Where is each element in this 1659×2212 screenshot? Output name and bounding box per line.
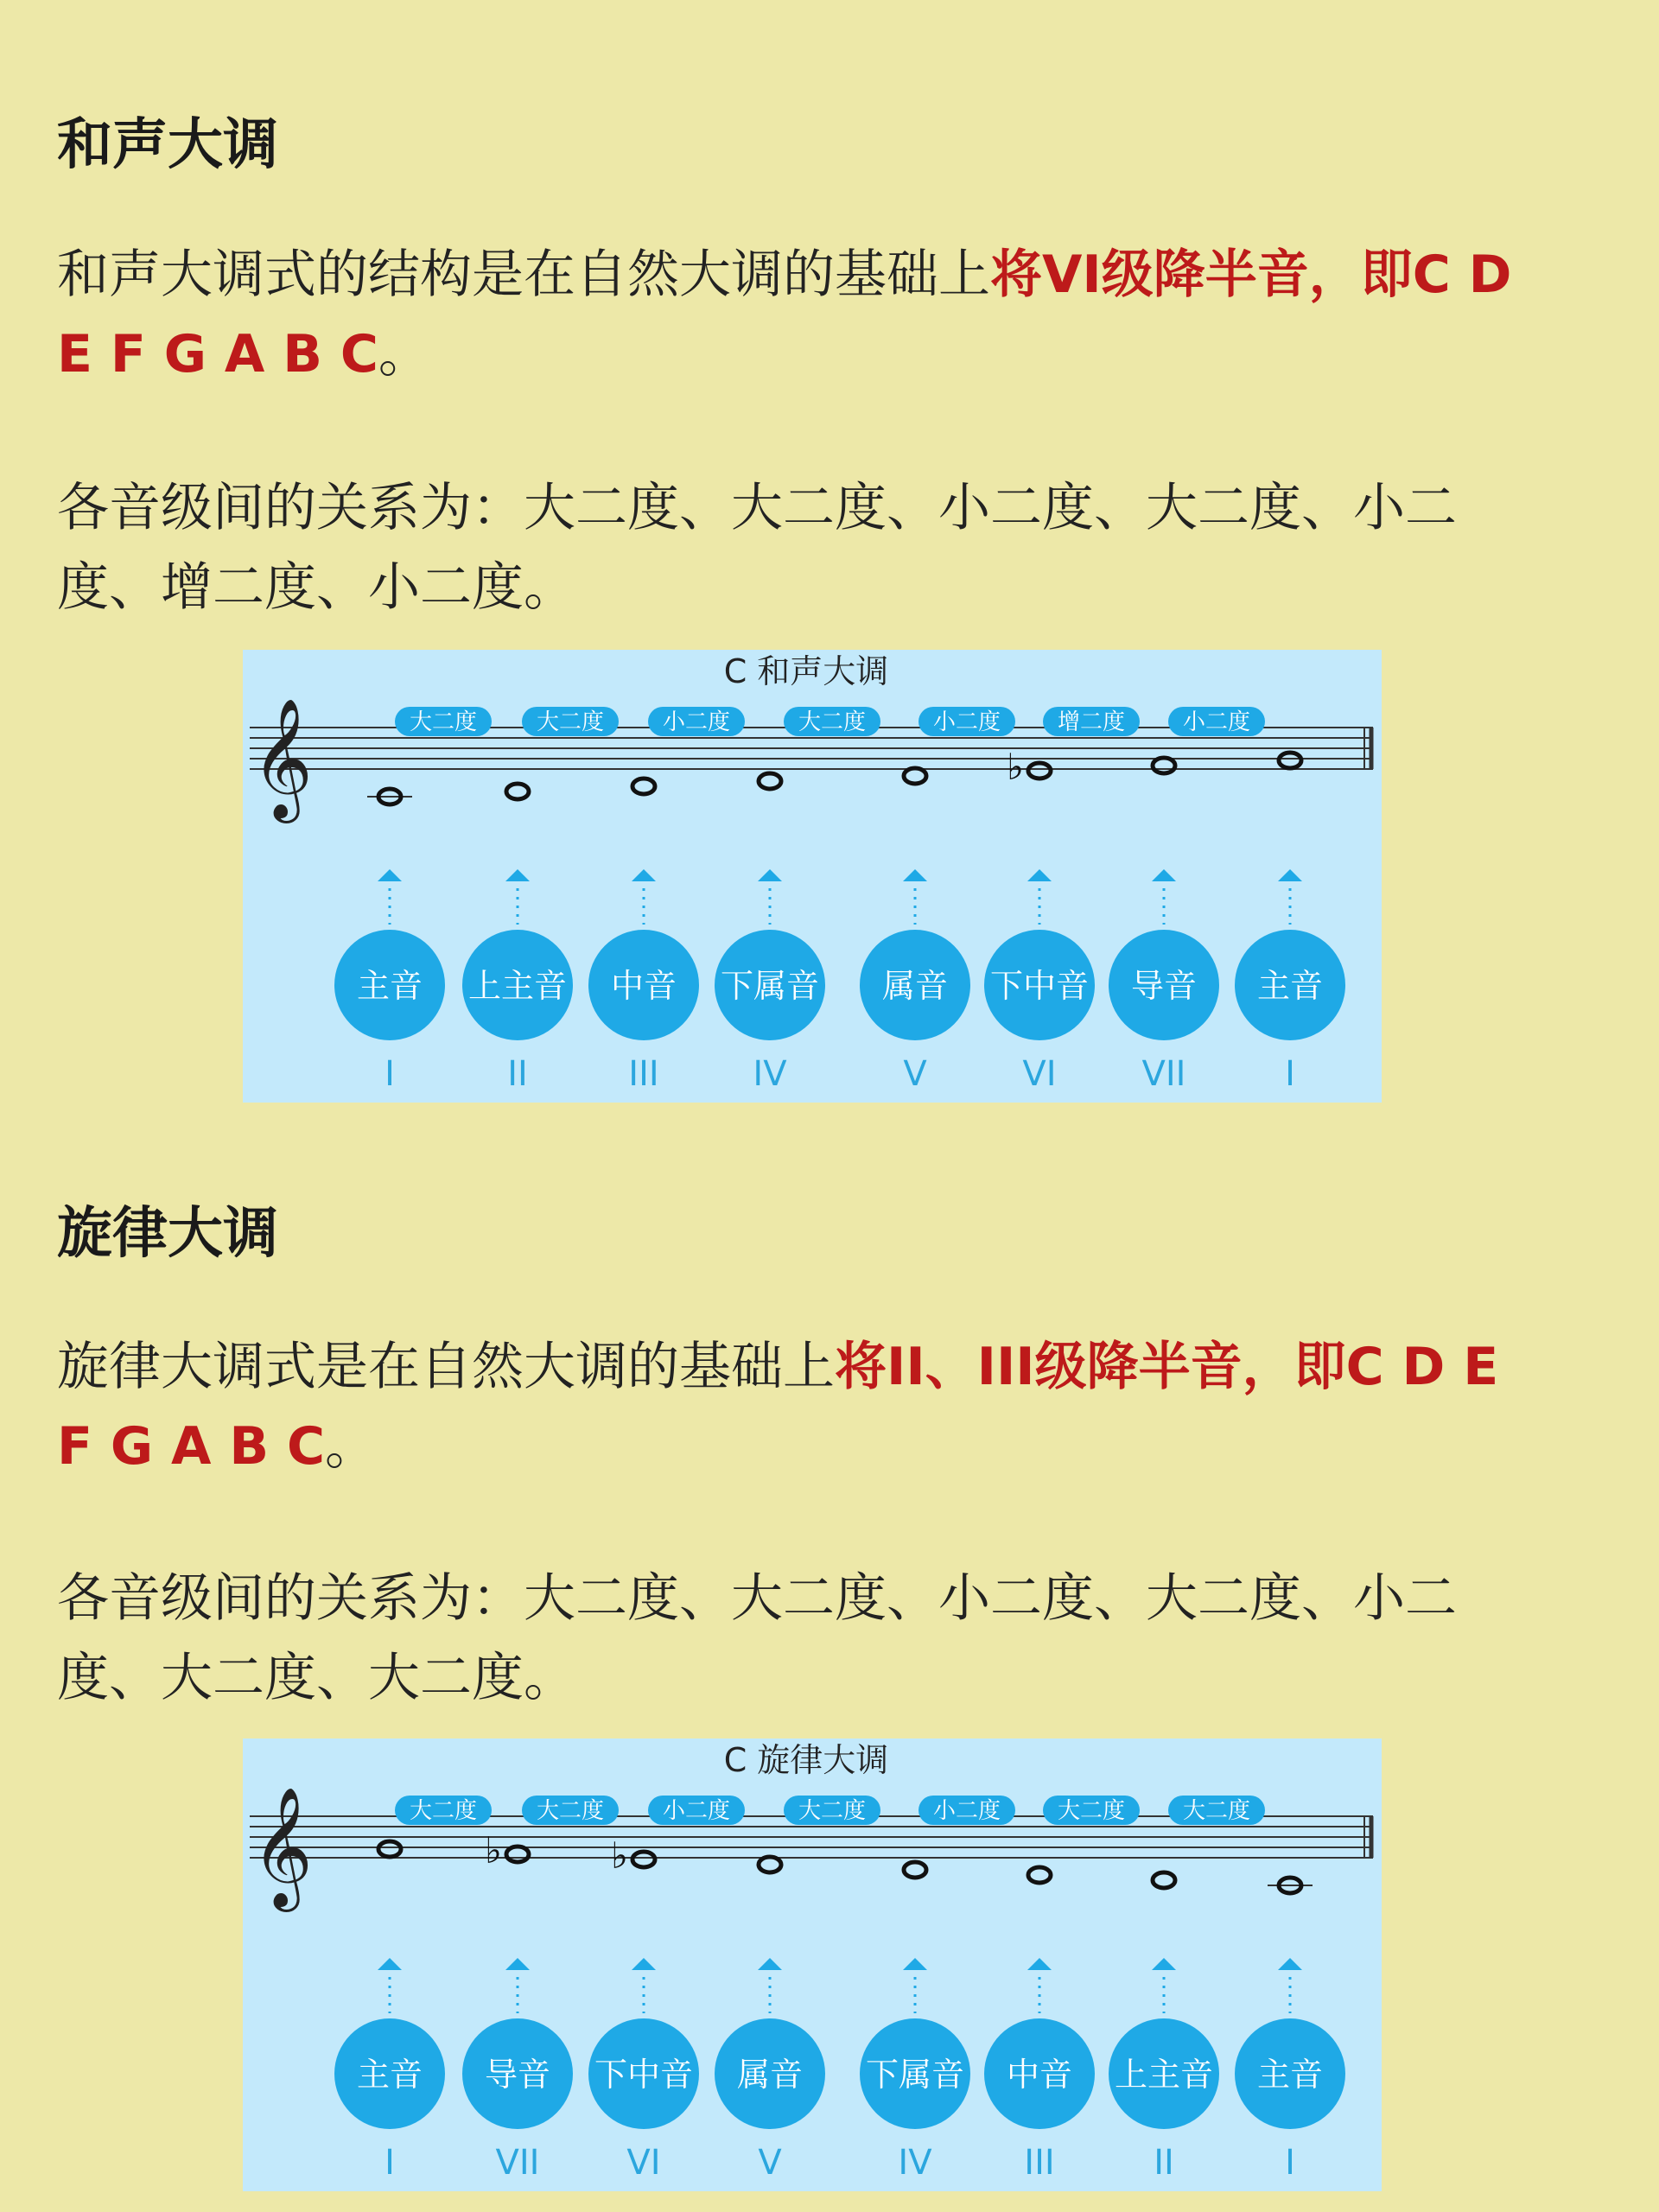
harmonic-note <box>506 784 529 799</box>
harmonic-roman-numeral: III <box>628 1054 659 1094</box>
harmonic-description <box>57 235 1612 394</box>
melodic-interval-label: 大二度 <box>409 1798 478 1824</box>
melodic-note <box>904 1862 926 1878</box>
harmonic-note <box>759 773 781 789</box>
harmonic-desc-highlight: 将VI级降半音，即C D <box>990 245 1512 305</box>
harmonic-roman-numeral: V <box>903 1054 927 1094</box>
harmonic-degree-name: 下属音 <box>720 967 820 1005</box>
harmonic-flat-sign: ♭ <box>1007 746 1024 788</box>
melodic-interval-label: 大二度 <box>1182 1798 1251 1824</box>
harmonic-arrow-up-icon <box>758 869 782 881</box>
harmonic-degree-name: 下中音 <box>989 967 1090 1005</box>
melodic-interval-label: 大二度 <box>798 1798 867 1824</box>
harmonic-arrow-up-icon <box>632 869 656 881</box>
harmonic-degree-name: 中音 <box>610 967 677 1005</box>
melodic-roman-numeral: VI <box>626 2143 661 2183</box>
harmonic-degree-name: 导音 <box>1130 967 1198 1005</box>
section-title-harmonic: 和声大调 <box>57 113 278 177</box>
harmonic-title: C 和声大调 <box>723 652 889 690</box>
harmonic-arrow-up-icon <box>1278 869 1302 881</box>
harmonic-degree-name: 上主音 <box>467 967 568 1005</box>
harmonic-roman-numeral: VI <box>1022 1054 1057 1094</box>
melodic-roman-numeral: III <box>1024 2143 1055 2183</box>
melodic-arrow-up-icon <box>1278 1958 1302 1970</box>
melodic-treble-clef-icon: 𝄞 <box>251 1787 313 1907</box>
melodic-degree-name: 上主音 <box>1114 2056 1214 2094</box>
harmonic-note <box>904 768 926 784</box>
harmonic-treble-clef-icon: 𝄞 <box>251 698 313 818</box>
melodic-interval-label: 小二度 <box>932 1798 1001 1824</box>
melodic-note <box>1153 1872 1175 1888</box>
harmonic-arrow-up-icon <box>378 869 402 881</box>
harmonic-scale-diagram <box>243 650 1382 1103</box>
harmonic-desc-suffix: 。 <box>378 324 430 385</box>
harmonic-desc-prefix: 和声大调式的结构是在自然大调的基础上 <box>57 245 990 305</box>
melodic-arrow-up-icon <box>1152 1958 1176 1970</box>
melodic-degree-name: 下中音 <box>594 2056 694 2094</box>
melodic-roman-numeral: IV <box>898 2143 932 2183</box>
harmonic-arrow-up-icon <box>1152 869 1176 881</box>
harmonic-degree-name: 主音 <box>1256 967 1324 1005</box>
melodic-note <box>632 1852 655 1867</box>
melodic-roman-numeral: I <box>1285 2143 1295 2183</box>
melodic-degree-name: 主音 <box>1256 2056 1324 2094</box>
melodic-degree-name: 主音 <box>356 2056 423 2094</box>
melodic-desc-prefix: 旋律大调式是在自然大调的基础上 <box>57 1337 835 1397</box>
harmonic-interval-label: 增二度 <box>1057 709 1126 735</box>
harmonic-roman-numeral: IV <box>753 1054 787 1094</box>
melodic-relation-line2: 度、大二度、大二度。 <box>57 1648 575 1708</box>
harmonic-arrow-up-icon <box>1027 869 1052 881</box>
melodic-desc-suffix: 。 <box>325 1416 377 1477</box>
melodic-scale-diagram <box>243 1738 1382 2191</box>
harmonic-scale-svg <box>243 650 1382 1103</box>
harmonic-roman-numeral: I <box>385 1054 395 1094</box>
harmonic-degree-name: 属音 <box>881 967 949 1005</box>
harmonic-desc-highlight-notes: E F G A B C <box>57 324 378 385</box>
harmonic-interval-label: 小二度 <box>662 709 731 735</box>
melodic-degree-name: 属音 <box>736 2056 804 2094</box>
melodic-interval-label: 大二度 <box>1057 1798 1126 1824</box>
harmonic-relation-line2: 度、增二度、小二度。 <box>57 557 575 618</box>
section-title-melodic: 旋律大调 <box>57 1202 278 1266</box>
melodic-degree-name: 导音 <box>484 2056 551 2094</box>
melodic-relation-line1: 各音级间的关系为：大二度、大二度、小二度、大二度、小二 <box>57 1568 1457 1629</box>
melodic-note <box>1028 1867 1051 1883</box>
melodic-flat-sign: ♭ <box>485 1829 502 1872</box>
harmonic-interval-label: 大二度 <box>536 709 605 735</box>
harmonic-note <box>632 779 655 794</box>
harmonic-arrow-up-icon <box>505 869 530 881</box>
melodic-desc-highlight: 将II、III级降半音，即C D E <box>835 1337 1499 1397</box>
harmonic-note <box>1279 753 1301 768</box>
melodic-arrow-up-icon <box>903 1958 927 1970</box>
melodic-note <box>378 1841 401 1857</box>
harmonic-interval-label: 小二度 <box>1182 709 1251 735</box>
melodic-roman-numeral: II <box>1154 2143 1174 2183</box>
harmonic-interval-label: 大二度 <box>798 709 867 735</box>
melodic-arrow-up-icon <box>632 1958 656 1970</box>
melodic-arrow-up-icon <box>505 1958 530 1970</box>
harmonic-note <box>1153 758 1175 773</box>
harmonic-interval-label: 小二度 <box>932 709 1001 735</box>
melodic-interval-label: 小二度 <box>662 1798 731 1824</box>
melodic-roman-numeral: VII <box>495 2143 540 2183</box>
harmonic-roman-numeral: VII <box>1141 1054 1186 1094</box>
harmonic-arrow-up-icon <box>903 869 927 881</box>
melodic-desc-highlight-notes: F G A B C <box>57 1416 325 1477</box>
melodic-interval-label: 大二度 <box>536 1798 605 1824</box>
melodic-interval-relation <box>57 1559 1612 1718</box>
melodic-scale-svg <box>243 1738 1382 2191</box>
harmonic-relation-line1: 各音级间的关系为：大二度、大二度、小二度、大二度、小二 <box>57 478 1457 538</box>
harmonic-interval-label: 大二度 <box>409 709 478 735</box>
melodic-note <box>759 1857 781 1872</box>
harmonic-roman-numeral: I <box>1285 1054 1295 1094</box>
melodic-degree-name: 下属音 <box>865 2056 965 2094</box>
harmonic-note <box>1028 763 1051 779</box>
melodic-roman-numeral: I <box>385 2143 395 2183</box>
melodic-arrow-up-icon <box>1027 1958 1052 1970</box>
melodic-title: C 旋律大调 <box>723 1741 889 1779</box>
harmonic-degree-name: 主音 <box>356 967 423 1005</box>
melodic-note <box>506 1847 529 1862</box>
melodic-arrow-up-icon <box>758 1958 782 1970</box>
harmonic-interval-relation <box>57 468 1612 627</box>
melodic-flat-sign: ♭ <box>611 1834 628 1877</box>
melodic-arrow-up-icon <box>378 1958 402 1970</box>
melodic-description <box>57 1327 1612 1486</box>
melodic-degree-name: 中音 <box>1006 2056 1073 2094</box>
melodic-roman-numeral: V <box>758 2143 782 2183</box>
harmonic-roman-numeral: II <box>507 1054 528 1094</box>
